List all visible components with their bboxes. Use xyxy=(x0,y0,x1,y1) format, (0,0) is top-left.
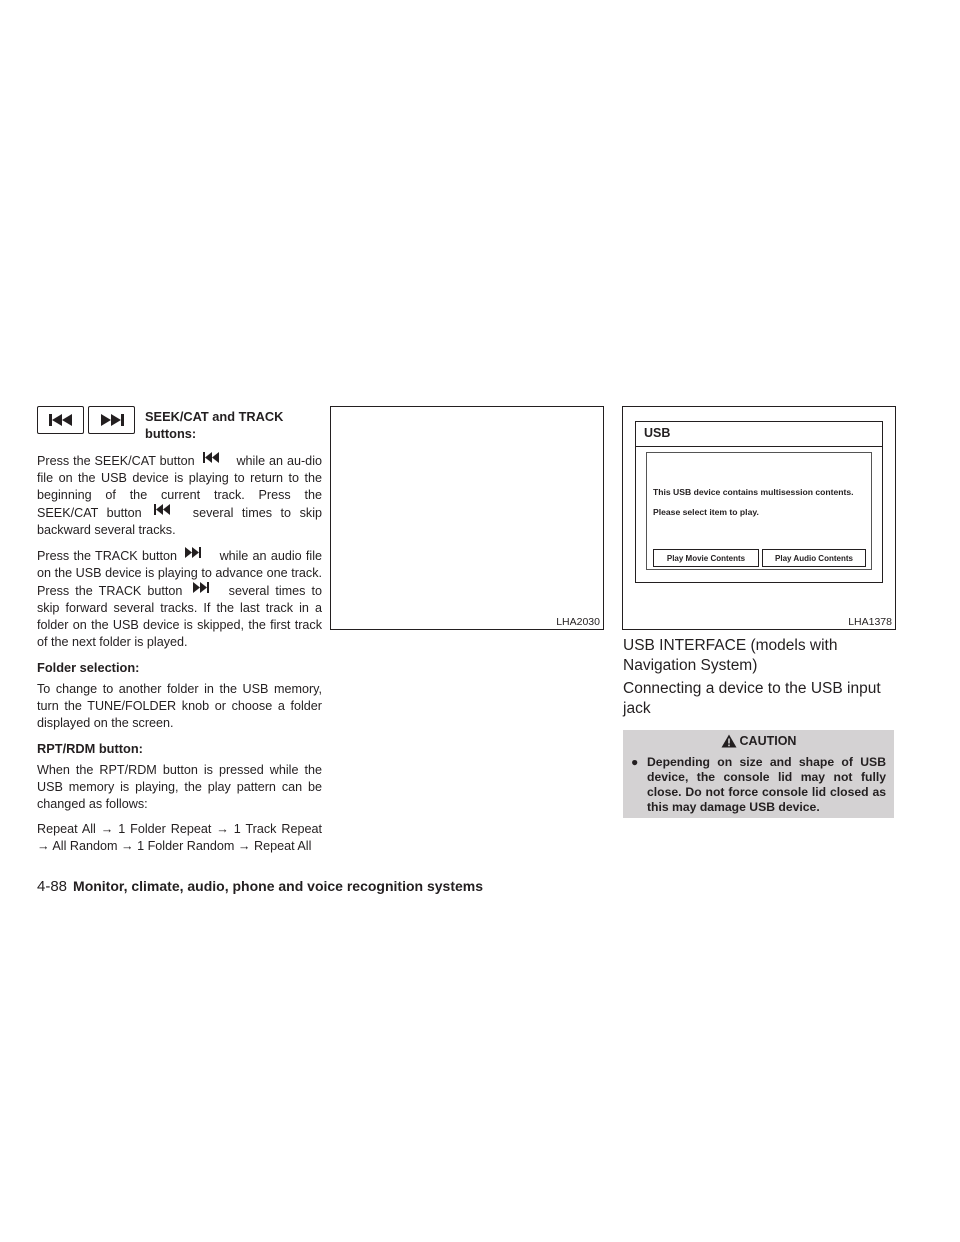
play-audio-contents-button: Play Audio Contents xyxy=(762,549,866,567)
seek-back-icon xyxy=(203,452,219,463)
figure-code: LHA1378 xyxy=(848,616,892,628)
p1-text-a: Press the SEEK/CAT button xyxy=(37,454,195,468)
play-movie-contents-button: Play Movie Contents xyxy=(653,549,759,567)
warning-icon xyxy=(721,734,737,748)
left-column xyxy=(37,405,322,863)
bullet: ● xyxy=(631,755,639,769)
track-forward-key xyxy=(88,406,135,434)
usb-message-1: This USB device contains multisession contents. xyxy=(653,487,854,497)
rpt-rdm-heading: RPT/RDM button: xyxy=(37,741,143,756)
caution-header xyxy=(623,730,894,748)
seek-back-icon xyxy=(154,504,170,515)
track-forward-icon xyxy=(185,547,201,558)
p1-text-b: while an au-dio file on the USB device is playing to return to the beginning of the current track. Press the SEEK/CAT button xyxy=(37,454,322,520)
rpt-rdm-text: When the RPT/RDM button is pressed while the USB memory is playing, the play pattern can be changed as follows: xyxy=(37,763,322,811)
caution-box xyxy=(623,730,894,818)
page-number: 4-88 xyxy=(37,878,68,895)
folder-selection-heading: Folder selection: xyxy=(37,660,140,675)
p2-text-c: several times to skip forward several tracks. If the last track in a folder on the USB device is skipped, the first track of the next folder is played. xyxy=(37,584,323,649)
figure-lha1378 xyxy=(622,406,896,630)
seek-paragraph xyxy=(37,452,322,539)
caution-label: CAUTION xyxy=(739,734,797,748)
track-forward-icon xyxy=(193,582,209,593)
seek-heading-line2: buttons: xyxy=(145,426,197,441)
figure-lha2030 xyxy=(330,406,604,630)
seek-back-key xyxy=(37,406,84,434)
chapter-title: Monitor, climate, audio, phone and voice recognition systems xyxy=(73,878,483,894)
usb-screen-illustration xyxy=(635,421,883,583)
usb-dialog xyxy=(646,452,872,570)
track-paragraph xyxy=(37,547,322,651)
subsection-title: Connecting a device to the USB input jack xyxy=(623,680,881,717)
usb-screen-title: USB xyxy=(644,426,671,440)
caution-item xyxy=(623,748,894,815)
divider xyxy=(636,446,882,447)
rpt-rdm-sequence: Repeat All → 1 Folder Repeat → 1 Track Repeat → All Random → 1 Folder Random → Repeat All xyxy=(37,822,322,853)
track-forward-icon xyxy=(99,413,125,427)
caution-text: Depending on size and shape of USB device, the console lid may not fully close. Do not force console lid closed as this may damage USB device. xyxy=(647,755,886,814)
section-title: USB INTERFACE (models with Navigation System) xyxy=(623,637,838,674)
folder-selection-text: To change to another folder in the USB memory, turn the TUNE/FOLDER knob or choose a folder displayed on the screen. xyxy=(37,682,322,730)
seek-back-icon xyxy=(48,413,74,427)
seek-track-buttons-illustration xyxy=(37,406,135,434)
page-footer xyxy=(37,878,483,895)
p2-text-b: while an audio file on the USB device is playing to advance one track. Press the TRACK button xyxy=(37,549,323,598)
p2-text-a: Press the TRACK button xyxy=(37,549,177,563)
usb-message-2: Please select item to play. xyxy=(653,507,759,517)
seek-heading-line1: SEEK/CAT and TRACK xyxy=(145,409,284,424)
p1-text-c: several times to skip backward several tracks. xyxy=(37,506,322,537)
figure-code: LHA2030 xyxy=(556,616,600,628)
